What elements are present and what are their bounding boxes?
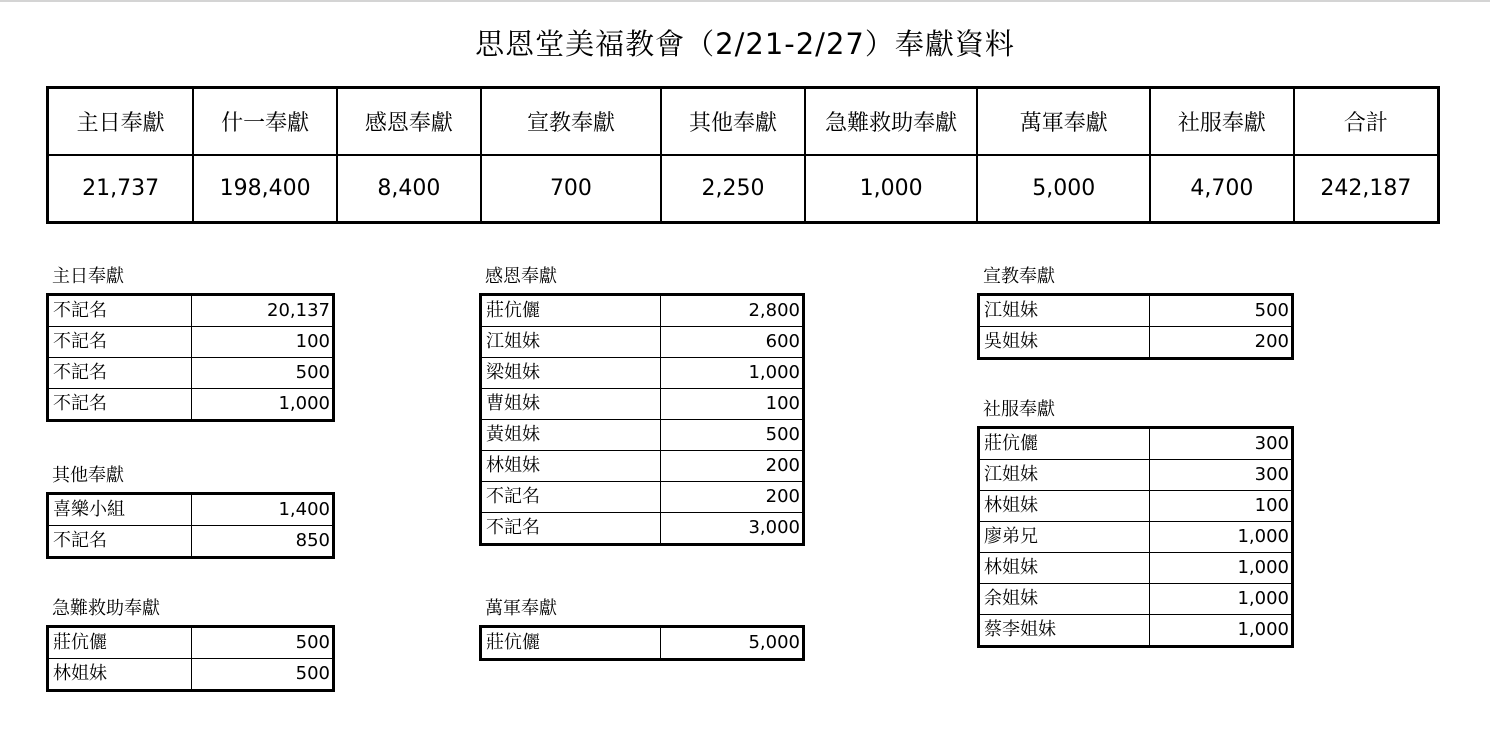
table-row — [979, 491, 1293, 522]
donor-name-cell: 林姐妹 — [979, 553, 1150, 584]
table-row — [48, 327, 334, 358]
donor-name-cell: 江姐妹 — [979, 460, 1150, 491]
summary-value-cell: 21,737 — [48, 155, 194, 223]
amount-cell: 1,000 — [1150, 584, 1293, 615]
donor-name-cell: 林姐妹 — [481, 451, 661, 482]
detail-table-relief — [46, 625, 335, 692]
donor-name-cell: 莊伉儷 — [481, 295, 661, 327]
summary-table — [46, 86, 1440, 224]
summary-value-cell: 242,187 — [1294, 155, 1439, 223]
amount-cell: 1,000 — [661, 358, 804, 389]
table-row — [979, 584, 1293, 615]
donor-name-cell: 林姐妹 — [979, 491, 1150, 522]
amount-cell: 20,137 — [192, 295, 334, 327]
donor-name-cell: 不記名 — [48, 295, 192, 327]
table-row — [481, 513, 804, 545]
table-row — [48, 389, 334, 421]
detail-table-sunday — [46, 293, 335, 422]
table-row — [48, 295, 334, 327]
amount-cell: 5,000 — [661, 627, 804, 660]
donor-name-cell: 江姐妹 — [979, 295, 1150, 327]
amount-cell: 100 — [192, 327, 334, 358]
donor-name-cell: 江姐妹 — [481, 327, 661, 358]
table-row — [979, 428, 1293, 460]
detail-table-other — [46, 492, 335, 559]
donor-name-cell: 不記名 — [48, 327, 192, 358]
detail-table-social — [977, 426, 1294, 648]
donor-name-cell: 曹姐妹 — [481, 389, 661, 420]
summary-header-cell: 什一奉獻 — [193, 88, 337, 156]
section-title-relief: 急難救助奉獻 — [52, 598, 160, 619]
table-row — [48, 526, 334, 558]
amount-cell: 200 — [661, 451, 804, 482]
amount-cell: 500 — [192, 659, 334, 691]
table-row — [48, 494, 334, 526]
amount-cell: 100 — [661, 389, 804, 420]
table-row — [979, 615, 1293, 647]
table-row — [481, 358, 804, 389]
summary-value-cell: 700 — [481, 155, 661, 223]
donor-name-cell: 不記名 — [48, 389, 192, 421]
summary-header-cell: 萬軍奉獻 — [977, 88, 1150, 156]
table-row — [481, 482, 804, 513]
amount-cell: 500 — [1150, 295, 1293, 327]
amount-cell: 100 — [1150, 491, 1293, 522]
summary-header-cell: 其他奉獻 — [661, 88, 805, 156]
donor-name-cell: 喜樂小組 — [48, 494, 192, 526]
table-row — [979, 327, 1293, 359]
table-row — [481, 295, 804, 327]
section-title-mission: 宣教奉獻 — [983, 266, 1055, 287]
sheet-top-border — [0, 0, 1490, 2]
table-row — [979, 522, 1293, 553]
amount-cell: 3,000 — [661, 513, 804, 545]
table-row — [481, 451, 804, 482]
amount-cell: 850 — [192, 526, 334, 558]
amount-cell: 600 — [661, 327, 804, 358]
table-row — [979, 460, 1293, 491]
summary-header-cell: 合計 — [1294, 88, 1439, 156]
donor-name-cell: 吳姐妹 — [979, 327, 1150, 359]
donor-name-cell: 莊伉儷 — [979, 428, 1150, 460]
table-row — [979, 295, 1293, 327]
summary-header-cell: 社服奉獻 — [1150, 88, 1294, 156]
amount-cell: 300 — [1150, 428, 1293, 460]
table-row — [48, 627, 334, 659]
donor-name-cell: 不記名 — [48, 358, 192, 389]
summary-value-cell: 198,400 — [193, 155, 337, 223]
donor-name-cell: 莊伉儷 — [481, 627, 661, 660]
donor-name-cell: 不記名 — [481, 513, 661, 545]
donor-name-cell: 梁姐妹 — [481, 358, 661, 389]
detail-table-hosts — [479, 625, 805, 661]
summary-value-cell: 8,400 — [337, 155, 481, 223]
section-title-social: 社服奉獻 — [983, 399, 1055, 420]
summary-header-cell: 感恩奉獻 — [337, 88, 481, 156]
donor-name-cell: 余姐妹 — [979, 584, 1150, 615]
detail-table-thanks — [479, 293, 805, 546]
page-title: 思恩堂美福教會（2/21-2/27）奉獻資料 — [475, 27, 1015, 61]
table-row — [48, 358, 334, 389]
section-title-hosts: 萬軍奉獻 — [485, 598, 557, 619]
summary-header-cell: 宣教奉獻 — [481, 88, 661, 156]
summary-header-cell: 急難救助奉獻 — [805, 88, 978, 156]
table-row — [48, 659, 334, 691]
donor-name-cell: 不記名 — [481, 482, 661, 513]
detail-table-mission — [977, 293, 1294, 360]
amount-cell: 500 — [661, 420, 804, 451]
amount-cell: 200 — [1150, 327, 1293, 359]
amount-cell: 300 — [1150, 460, 1293, 491]
summary-value-cell: 5,000 — [977, 155, 1150, 223]
section-title-other: 其他奉獻 — [52, 465, 124, 486]
table-row — [481, 420, 804, 451]
summary-header-cell: 主日奉獻 — [48, 88, 194, 156]
summary-value-row — [48, 155, 1439, 223]
table-row — [979, 553, 1293, 584]
section-title-thanks: 感恩奉獻 — [485, 266, 557, 287]
summary-value-cell: 4,700 — [1150, 155, 1294, 223]
summary-value-cell: 1,000 — [805, 155, 978, 223]
amount-cell: 1,400 — [192, 494, 334, 526]
amount-cell: 500 — [192, 358, 334, 389]
amount-cell: 200 — [661, 482, 804, 513]
amount-cell: 500 — [192, 627, 334, 659]
table-row — [481, 327, 804, 358]
summary-header-row — [48, 88, 1439, 156]
amount-cell: 1,000 — [1150, 615, 1293, 647]
donor-name-cell: 廖弟兄 — [979, 522, 1150, 553]
donor-name-cell: 林姐妹 — [48, 659, 192, 691]
amount-cell: 1,000 — [1150, 553, 1293, 584]
summary-value-cell: 2,250 — [661, 155, 805, 223]
amount-cell: 1,000 — [192, 389, 334, 421]
table-row — [481, 627, 804, 660]
donor-name-cell: 黃姐妹 — [481, 420, 661, 451]
table-row — [481, 389, 804, 420]
amount-cell: 2,800 — [661, 295, 804, 327]
amount-cell: 1,000 — [1150, 522, 1293, 553]
section-title-sunday: 主日奉獻 — [52, 266, 124, 287]
donor-name-cell: 蔡李姐妹 — [979, 615, 1150, 647]
donor-name-cell: 莊伉儷 — [48, 627, 192, 659]
donor-name-cell: 不記名 — [48, 526, 192, 558]
